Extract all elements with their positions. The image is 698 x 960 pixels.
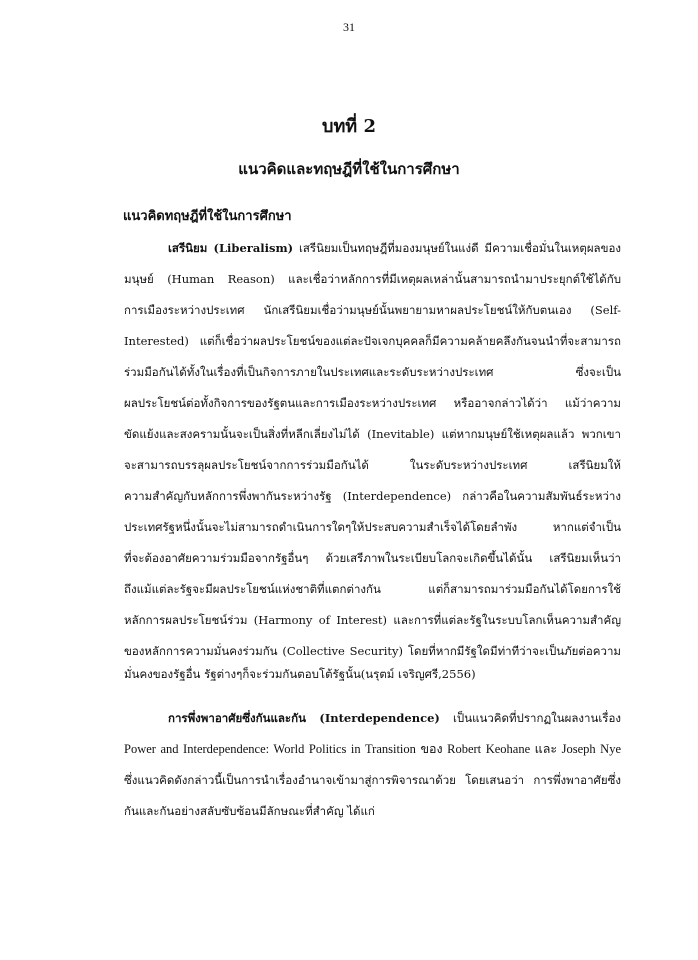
paragraph1-line-9: ความสำคัญกับหลักการพึ่งพากันระหว่างรัฐ (Interdependence) กล่าวคือในความสัมพันธ์ระหว่าง xyxy=(124,489,621,503)
paragraph1-text: เสรีนิยมเป็นทฤษฎีที่มองมนุษย์ในแง่ดี มีความเชื่อมั่นในเหตุผลของ xyxy=(298,241,621,255)
paragraph1-line-2: มนุษย์ (Human Reason) และเชื่อว่าหลักการที่มีเหตุผลเหล่านั้นสามารถนำมาประยุกต์ใช้ได้กับ xyxy=(124,272,621,286)
page-number: 31 xyxy=(343,20,355,34)
paragraph1-line-13: หลักการผลประโยชน์ร่วม (Harmony of Interest) และการที่แต่ละรัฐในระบบโลกเห็นความสำคัญ xyxy=(124,613,621,627)
paragraph1-line-4: Interested) แต่ก็เชื่อว่าผลประโยชน์ของแต่ละปัจเจกบุคคลก็มีความคล้ายคลึงกันจนนำที่จะสามารถ xyxy=(124,334,621,348)
paragraph2-line-2: Power and Interdependence: World Politics in Transition ของ Robert Keohane และ Joseph Nye xyxy=(124,742,621,756)
paragraph2-term: การพึ่งพาอาศัยซึ่งกันและกัน (Interdependence) xyxy=(168,711,440,725)
paragraph1-term: เสรีนิยม (Liberalism) xyxy=(168,241,294,255)
paragraph1-line-7: ขัดแย้งและสงครามนั้นจะเป็นสิ่งที่หลีกเลี่ยงไม่ได้ (Inevitable) แต่หากมนุษย์ใช้เหตุผลแล้ว พวกเขา xyxy=(124,427,621,441)
chapter-title: บทที่ 2 xyxy=(322,116,376,137)
section-heading: แนวคิดทฤษฎีที่ใช้ในการศึกษา xyxy=(123,209,292,224)
chapter-subtitle: แนวคิดและทฤษฎีที่ใช้ในการศึกษา xyxy=(238,160,460,178)
paragraph1-line-10: ประเทศรัฐหนึ่งนั้นจะไม่สามารถดำเนินการใดๆให้ประสบความสำเร็จได้โดยลำพัง หากแต่จำเป็น xyxy=(124,520,621,534)
paragraph1-line-14: ของหลักการความมั่นคงร่วมกัน (Collective Security) โดยที่หากมีรัฐใดมีท่าทีว่าจะเป็นภัยต่อความ xyxy=(124,644,621,658)
paragraph1-line-3: การเมืองระหว่างประเทศ นักเสรีนิยมเชื่อว่ามนุษย์นั้นพยายามหาผลประโยชน์ให้กับตนเอง (Self- xyxy=(124,303,621,317)
paragraph2-text: เป็นแนวคิดที่ปรากฏในผลงานเรื่อง xyxy=(452,711,621,725)
paragraph1-line-15: มั่นคงของรัฐอื่น รัฐต่างๆก็จะร่วมกันตอบโต้รัฐนั้น(นรุตม์ เจริญศรี,2556) xyxy=(124,667,476,681)
paragraph1-line-11: ที่จะต้องอาศัยความร่วมมือจากรัฐอื่นๆ ด้วยเสรีภาพในระเบียบโลกจะเกิดขึ้นได้นั้น เสรีนิยมเห็นว่า xyxy=(124,551,621,565)
paragraph2-line-4: กันและกันอย่างสลับซับซ้อนมีลักษณะที่สำคัญ ได้แก่ xyxy=(124,804,375,818)
paragraph1-line-5: ร่วมมือกันได้ทั้งในเรื่องที่เป็นกิจการภายในประเทศและระดับระหว่างประเทศ ซึ่งจะเป็น xyxy=(124,365,621,379)
paragraph2-line-3: ซึ่งแนวคิดดังกล่าวนี้เป็นการนำเรื่องอำนาจเข้ามาสู่การพิจารณาด้วย โดยเสนอว่า การพึ่งพาอาศัยซึ่ง xyxy=(124,773,621,787)
paragraph2-line-1 xyxy=(168,710,621,726)
paragraph1-line-6: ผลประโยชน์ต่อทั้งกิจการของรัฐตนและการเมืองระหว่างประเทศ หรืออาจกล่าวได้ว่า แม้ว่าความ xyxy=(124,396,621,410)
paragraph1-line-12: ถึงแม้แต่ละรัฐจะมีผลประโยชน์แห่งชาติที่แตกต่างกัน แต่ก็สามารถมาร่วมมือกันได้โดยการใช้ xyxy=(124,582,621,596)
paragraph1-line-8: จะสามารถบรรลุผลประโยชน์จากการร่วมมือกันได้ ในระดับระหว่างประเทศ เสรีนิยมให้ xyxy=(124,458,621,472)
paragraph1-line-1 xyxy=(168,240,621,256)
